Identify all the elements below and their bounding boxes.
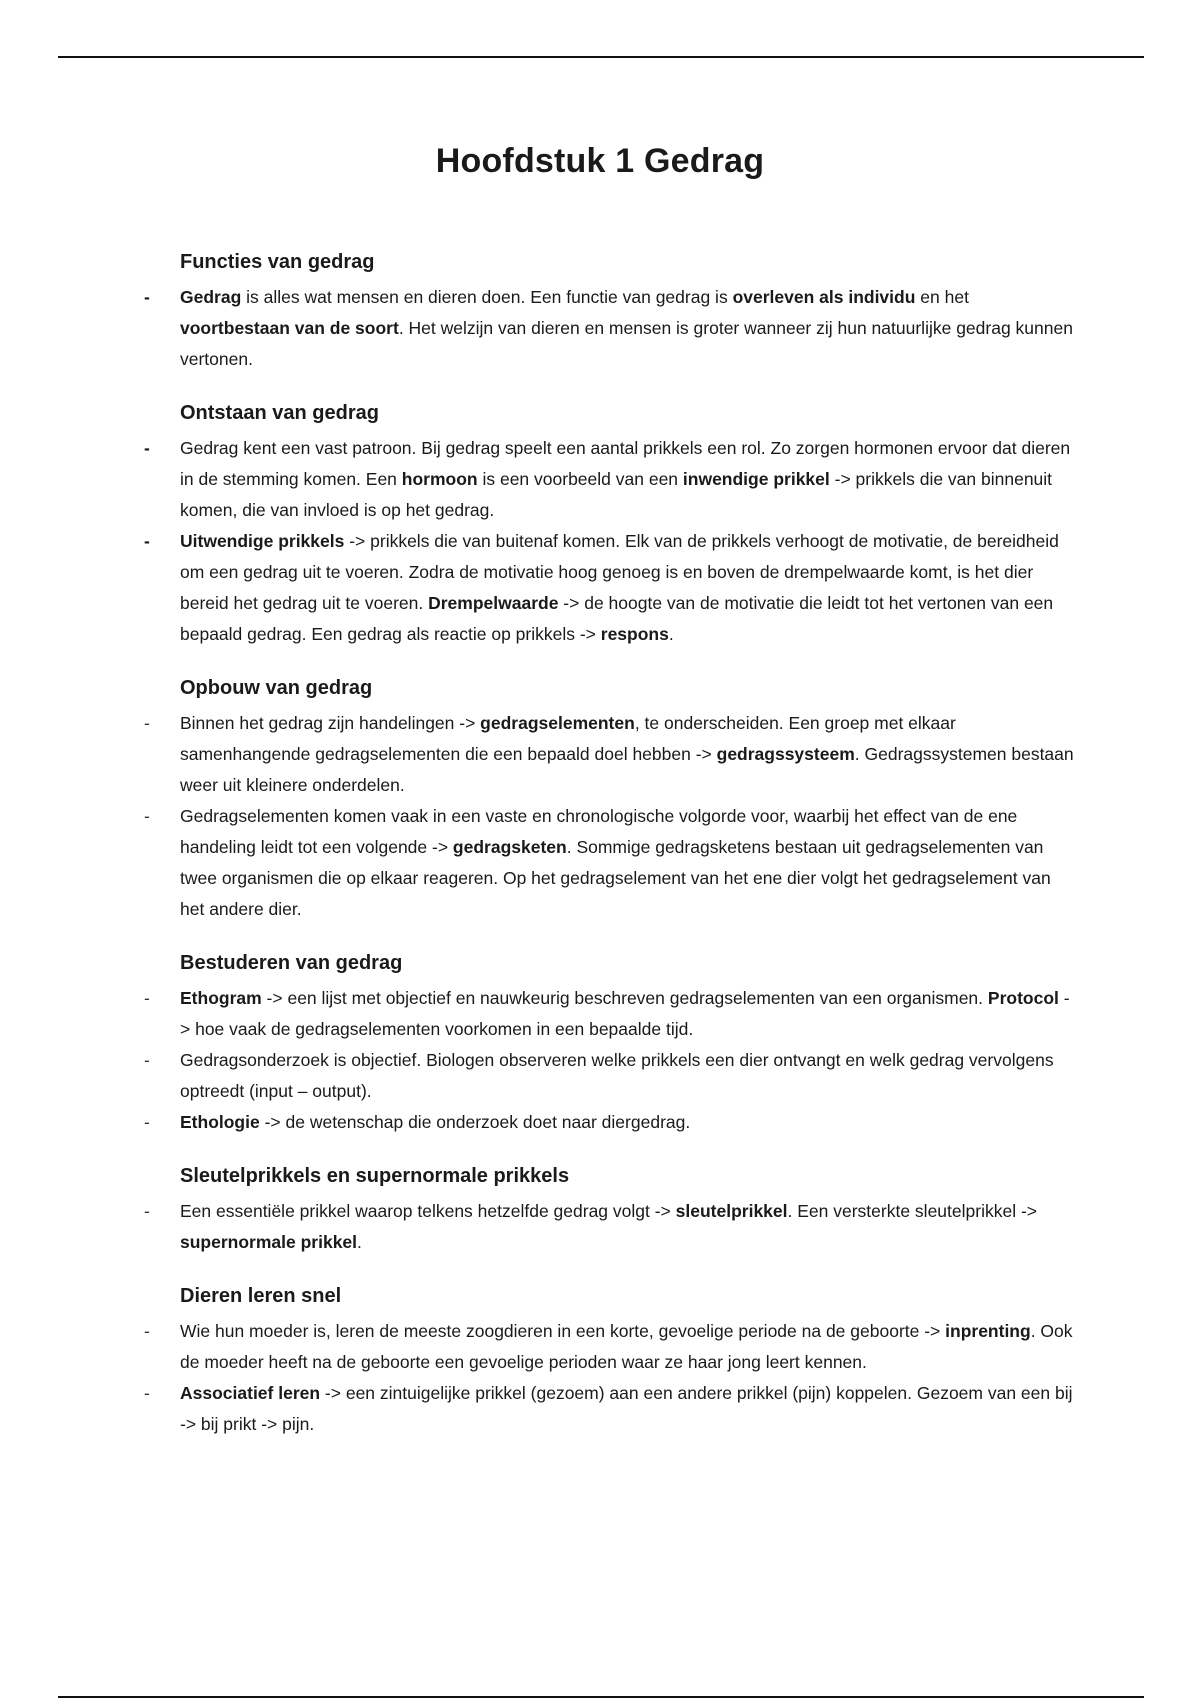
section-heading: Dieren leren snel xyxy=(180,1285,342,1307)
bullet-dash: - xyxy=(144,1201,150,1221)
bold-term: overleven als individu xyxy=(732,287,916,307)
list-item: - Wie hun moeder is, leren de meeste zoogdieren in een korte, gevoelige periode na de geboorte -> inprenting. Ook de moeder heeft na de geboorte een gevoelige perioden waar ze haar jong leert kennen. xyxy=(144,1316,1074,1378)
bullet-dash: - xyxy=(144,1112,150,1132)
bold-term: gedragselementen xyxy=(480,713,635,733)
header-rule xyxy=(58,56,1144,58)
list-item: - Gedrag is alles wat mensen en dieren doen. Een functie van gedrag is overleven als individu en het voortbestaan van de soort. Het welzijn van dieren en mensen is groter wanneer zij hun natuurlijke gedrag kunnen vertonen. xyxy=(144,282,1074,375)
list-item: - Associatief leren -> een zintuigelijke prikkel (gezoem) aan een andere prikkel (pijn) koppelen. Gezoem van een bij -> bij prikt -> pijn. xyxy=(144,1378,1074,1440)
list-item: - Binnen het gedrag zijn handelingen -> gedragselementen, te onderscheiden. Een groep met elkaar samenhangende gedragselementen die een bepaald doel hebben -> gedragssysteem. Gedragssystemen bestaan weer uit kleinere onderdelen. xyxy=(144,708,1074,801)
bullet-dash: - xyxy=(144,1321,150,1341)
section-heading: Ontstaan van gedrag xyxy=(180,402,379,424)
bold-term: Ethologie xyxy=(180,1112,260,1132)
section xyxy=(144,399,1074,650)
list-item: - Gedragselementen komen vaak in een vaste en chronologische volgorde voor, waarbij het effect van de ene handeling leidt tot een volgende -> gedragsketen. Sommige gedragsketens bestaan uit gedragselementen van twee organismen die op elkaar reageren. Op het gedragselement van het ene dier volgt het gedragselement van het andere dier. xyxy=(144,801,1074,925)
bold-term: supernormale prikkel xyxy=(180,1232,358,1252)
bold-term: inwendige prikkel xyxy=(682,469,830,489)
bold-term: respons xyxy=(600,624,669,644)
list-item: - Gedragsonderzoek is objectief. Biologen observeren welke prikkels een dier ontvangt en welk gedrag vervolgens optreedt (input – output). xyxy=(144,1045,1074,1107)
bold-term: Drempelwaarde xyxy=(428,593,559,613)
bullet-dash: - xyxy=(144,438,150,458)
bold-term: Uitwendige prikkels xyxy=(180,531,345,551)
section-heading: Bestuderen van gedrag xyxy=(180,952,403,974)
bullet-dash: - xyxy=(144,988,150,1008)
bold-term: hormoon xyxy=(401,469,478,489)
list-item: - Ethologie -> de wetenschap die onderzoek doet naar diergedrag. xyxy=(144,1107,1074,1138)
bold-term: Ethogram xyxy=(180,988,262,1008)
list-item: - Gedrag kent een vast patroon. Bij gedrag speelt een aantal prikkels een rol. Zo zorgen hormonen ervoor dat dieren in de stemming komen. Een hormoon is een voorbeeld van een inwendige prikkel -> prikkels die van binnenuit komen, die van invloed is op het gedrag. xyxy=(144,433,1074,526)
bullet-dash: - xyxy=(144,1050,150,1070)
section xyxy=(144,248,1074,375)
bold-term: gedragssysteem xyxy=(716,744,855,764)
bold-term: Gedrag xyxy=(180,287,242,307)
bullet-dash: - xyxy=(144,287,150,307)
section-heading: Sleutelprikkels en supernormale prikkels xyxy=(180,1165,570,1187)
bullet-dash: - xyxy=(144,713,150,733)
bullet-dash: - xyxy=(144,1383,150,1403)
page-title: Hoofdstuk 1 Gedrag xyxy=(435,142,765,180)
section xyxy=(144,1162,1074,1258)
list-item: - Ethogram -> een lijst met objectief en nauwkeurig beschreven gedragselementen van een organismen. Protocol -> hoe vaak de gedragselementen voorkomen in een bepaalde tijd. xyxy=(144,983,1074,1045)
section xyxy=(144,1282,1074,1440)
bold-term: gedragsketen xyxy=(452,837,567,857)
bold-term: voortbestaan van de soort xyxy=(180,318,399,338)
document-body xyxy=(144,248,1074,1464)
bold-term: Associatief leren xyxy=(180,1383,321,1403)
section xyxy=(144,674,1074,925)
footer-rule xyxy=(58,1696,1144,1698)
bullet-dash: - xyxy=(144,531,150,551)
bold-term: Protocol xyxy=(987,988,1059,1008)
section xyxy=(144,949,1074,1138)
list-item: - Een essentiële prikkel waarop telkens hetzelfde gedrag volgt -> sleutelprikkel. Een versterkte sleutelprikkel -> supernormale prikkel. xyxy=(144,1196,1074,1258)
section-heading: Functies van gedrag xyxy=(180,251,375,273)
bold-term: sleutelprikkel xyxy=(675,1201,788,1221)
section-heading: Opbouw van gedrag xyxy=(180,677,373,699)
list-item: - Uitwendige prikkels -> prikkels die van buitenaf komen. Elk van de prikkels verhoogt de motivatie, de bereidheid om een gedrag uit te voeren. Zodra de motivatie hoog genoeg is en boven de drempelwaarde komt, is het dier bereid het gedrag uit te voeren. Drempelwaarde -> de hoogte van de motivatie die leidt tot het vertonen van een bepaald gedrag. Een gedrag als reactie op prikkels -> respons. xyxy=(144,526,1074,650)
bold-term: inprenting xyxy=(945,1321,1031,1341)
bullet-dash: - xyxy=(144,806,150,826)
